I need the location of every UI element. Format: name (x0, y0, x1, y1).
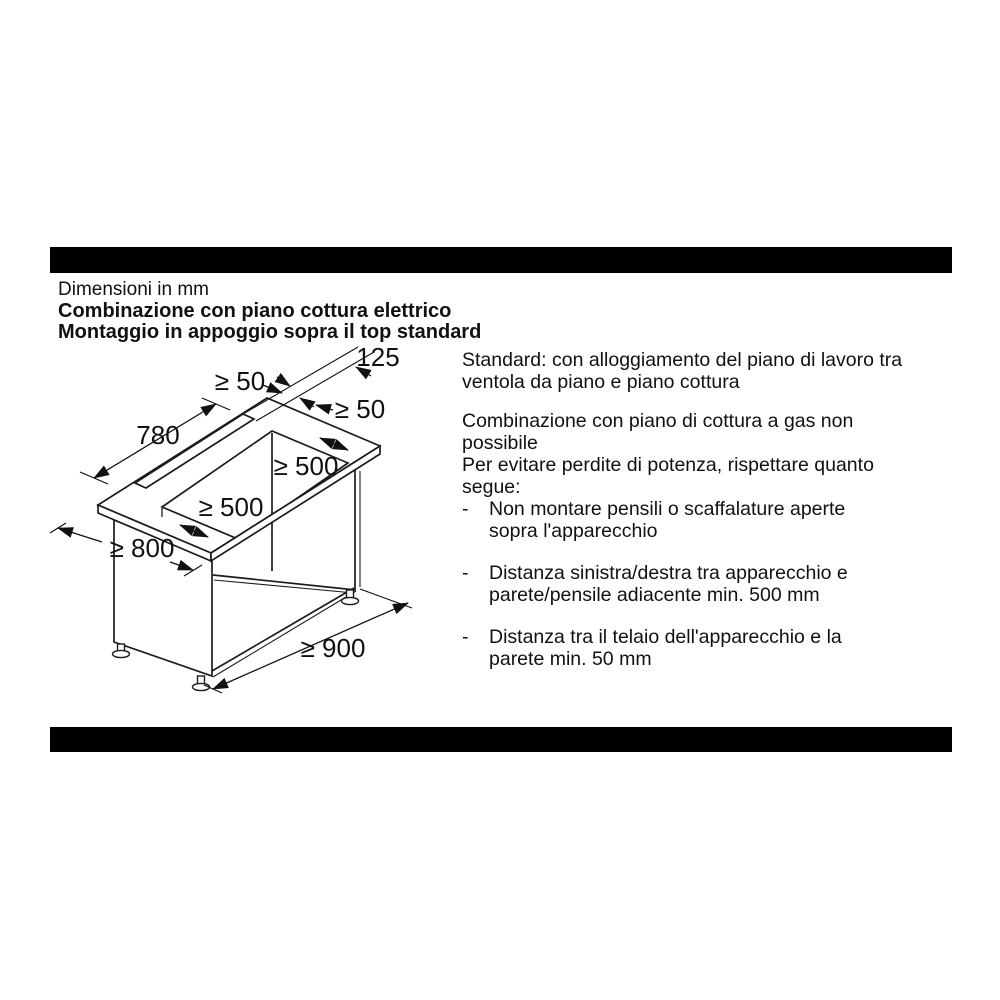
foot-base (113, 650, 130, 657)
dimensions-note: Dimensioni in mm (58, 279, 209, 300)
label-50-right: ≥ 50 (334, 394, 386, 424)
label-50-top: ≥ 50 (214, 366, 266, 396)
text-line: sopra l'apparecchio (489, 520, 658, 542)
list-item (462, 498, 962, 542)
label-780: 780 (136, 420, 180, 450)
text-line: Non montare pensili o scaffalature aperte (489, 498, 846, 520)
foot-base (193, 683, 210, 690)
cabinet-floor-back-edge (213, 575, 356, 590)
label-500-upper: ≥ 500 (273, 451, 339, 481)
text-line: parete/pensile adiacente min. 500 mm (489, 584, 820, 606)
info-column (462, 349, 962, 670)
leader-arrow-50-right (316, 405, 333, 410)
text-line: Per evitare perdite di potenza, rispettare quanto (462, 454, 874, 476)
text-line: possibile (462, 432, 538, 454)
label-900: ≥ 900 (300, 633, 366, 663)
leader-arrow-50-top (263, 385, 282, 393)
page-title-line2: Montaggio in appoggio sopra il top standard (58, 321, 482, 343)
list-item (462, 626, 962, 670)
pinch-arrow-125-a (277, 377, 290, 386)
bullet-text (489, 562, 848, 606)
paragraph-standard (462, 349, 962, 393)
bullet-list (462, 498, 962, 670)
bullet-text (489, 498, 845, 542)
label-500-lower: ≥ 500 (198, 492, 264, 522)
text-line: parete min. 50 mm (489, 648, 652, 670)
foot-base (342, 597, 359, 604)
label-125: 125 (356, 342, 400, 372)
bullet-dash: - (462, 562, 469, 584)
bullet-dash: - (462, 498, 469, 520)
dimension-line-800a (58, 528, 102, 542)
text-line: segue: (462, 476, 521, 498)
text-line: ventola da piano e piano cottura (462, 371, 740, 393)
page-title-line1: Combinazione con piano cottura elettrico (58, 300, 452, 322)
list-item (462, 562, 962, 606)
pinch-arrow-125-b (300, 398, 314, 407)
bullet-dash: - (462, 626, 469, 648)
text-line: Combinazione con piano di cottura a gas non (462, 410, 854, 432)
bullet-text (489, 626, 842, 670)
text-line: Distanza tra il telaio dell'apparecchio e la (489, 626, 842, 648)
text-line: Standard: con alloggiamento del piano di lavoro tra (462, 349, 903, 371)
text-line: Distanza sinistra/destra tra apparecchio e (489, 562, 848, 584)
label-800: ≥ 800 (109, 533, 175, 563)
paragraph-gas-warning (462, 410, 962, 498)
